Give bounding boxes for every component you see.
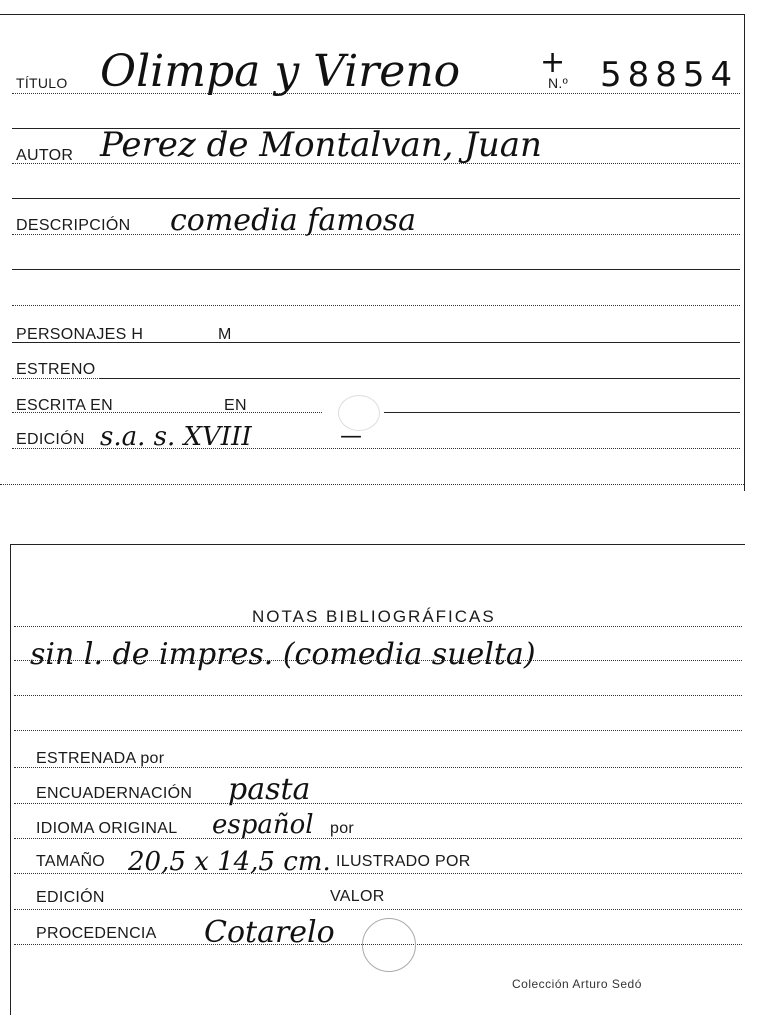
paper-stain — [338, 395, 380, 431]
descripcion-value: comedia famosa — [170, 203, 417, 238]
rule-line — [12, 269, 740, 270]
titulo-label: TÍTULO — [16, 75, 68, 91]
edicion-back-label: EDICIÓN — [36, 889, 105, 906]
personajes-m-label: M — [218, 326, 232, 343]
notas-value: sin l. de impres. (comedia suelta) — [30, 637, 536, 672]
rule-line — [14, 767, 742, 768]
ilustrado-label: ILUSTRADO POR — [336, 853, 471, 870]
procedencia-label: PROCEDENCIA — [36, 925, 157, 942]
idioma-por-label: por — [330, 820, 355, 837]
edicion-value: s.a. s. XVIII — [100, 422, 252, 452]
escrita-label: ESCRITA EN — [16, 397, 113, 414]
cross-mark: + — [540, 45, 566, 80]
autor-value: Perez de Montalvan, Juan — [100, 125, 542, 165]
rule-line — [12, 378, 100, 379]
procedencia-value: Cotarelo — [204, 915, 335, 950]
rule-line — [14, 803, 742, 804]
autor-label: AUTOR — [16, 147, 74, 164]
descripcion-label: DESCRIPCIÓN — [16, 217, 131, 234]
idioma-label: IDIOMA ORIGINAL — [36, 820, 178, 837]
rule-line — [14, 695, 742, 696]
encuadernacion-label: ENCUADERNACIÓN — [36, 785, 193, 802]
rule-line — [14, 838, 742, 839]
personajes-label: PERSONAJES H — [16, 326, 144, 343]
encuadernacion-value: pasta — [228, 772, 311, 807]
estrenada-label: ESTRENADA por — [36, 750, 165, 767]
rule-line — [14, 909, 742, 910]
notas-heading: NOTAS BIBLIOGRÁFICAS — [252, 607, 496, 626]
dash-mark: — — [340, 424, 362, 449]
escrita-en-label: EN — [224, 397, 247, 414]
numero-value: 58854 — [600, 55, 739, 95]
rule-line — [14, 660, 742, 661]
titulo-value: Olimpa y Vireno — [100, 46, 461, 97]
numero-label: N.º — [548, 75, 569, 91]
edicion-label: EDICIÓN — [16, 431, 85, 448]
rule-line — [12, 198, 740, 199]
valor-label: VALOR — [330, 888, 385, 905]
rule-line — [14, 730, 742, 731]
tamano-label: TAMAÑO — [36, 853, 106, 870]
rule-line — [14, 873, 742, 874]
tamano-value: 20,5 x 14,5 cm. — [128, 847, 331, 877]
paper-stain — [362, 918, 416, 972]
rule-line — [384, 412, 740, 413]
estreno-label: ESTRENO — [16, 361, 96, 378]
rule-line — [0, 484, 744, 485]
idioma-value: español — [212, 810, 314, 840]
rule-line — [100, 378, 740, 379]
coleccion-imprint: Colección Arturo Sedó — [512, 977, 642, 991]
rule-line — [12, 305, 740, 306]
rule-line — [14, 626, 742, 627]
